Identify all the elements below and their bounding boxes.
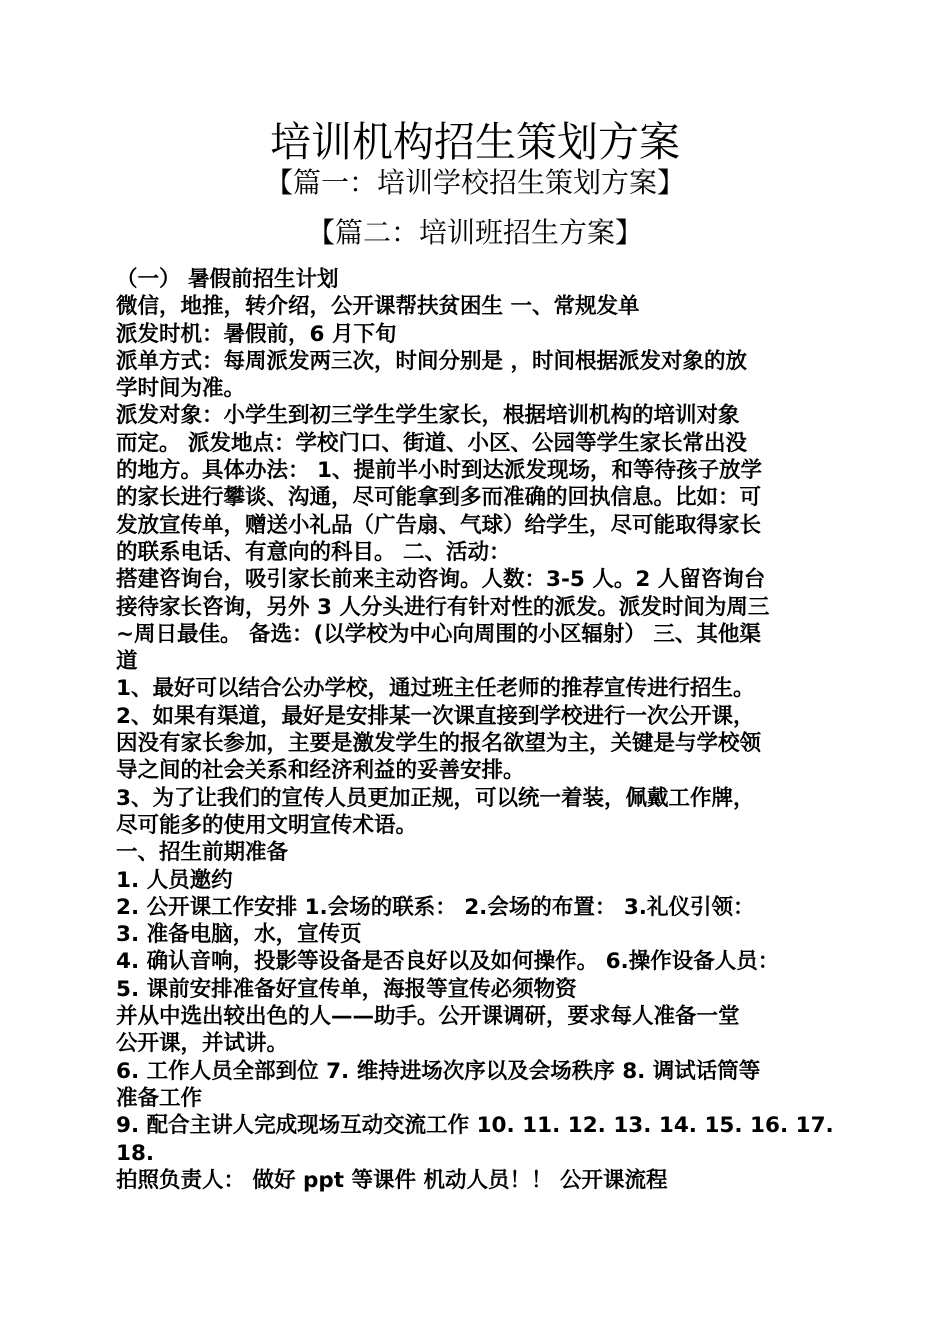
body-line: 4. 确认音响，投影等设备是否良好以及如何操作。 6.操作设备人员： — [116, 949, 780, 975]
body-line: 的家长进行攀谈、沟通，尽可能拿到多而准确的回执信息。比如：可 — [116, 485, 762, 511]
body-line: 接待家长咨询，另外 3 人分头进行有针对性的派发。派发时间为周三 — [116, 594, 770, 620]
body-line: 1、最好可以结合公办学校，通过班主任老师的推荐宣传进行招生。 — [116, 676, 755, 702]
body-line: 2、如果有渠道，最好是安排某一次课直接到学校进行一次公开课， — [116, 703, 755, 729]
body-line: 学时间为准。 — [116, 376, 246, 402]
body-line: 发放宣传单，赠送小礼品（广告扇、气球）给学生，尽可能取得家长 — [116, 512, 762, 538]
section-heading-part-two: 【篇二：培训班招生方案】 — [306, 216, 643, 249]
body-line: 的联系电话、有意向的科目。 二、活动： — [116, 539, 511, 565]
body-line: 因没有家长参加，主要是激发学生的报名欲望为主，关键是与学校领 — [116, 731, 762, 757]
body-line: 道 — [116, 649, 138, 675]
body-line: 派发对象：小学生到初三学生学生家长，根据培训机构的培训对象 — [116, 403, 740, 429]
body-line: 6. 工作人员全部到位 7. 维持进场次序以及会场秩序 8. 调试话筒等 — [116, 1058, 761, 1084]
document-title: 培训机构招生策划方案 — [270, 118, 680, 166]
body-line: 派单方式：每周派发两三次，时间分别是 ，时间根据派发对象的放 — [116, 348, 747, 374]
section-heading-part-one: 【篇一：培训学校招生策划方案】 — [264, 166, 685, 199]
body-line: 9. 配合主讲人完成现场互动交流工作 10. 11. 12. 13. 14. 15. 16. 17. — [116, 1113, 834, 1139]
document-body — [116, 266, 836, 1194]
body-line: 公开课，并试讲。 — [116, 1031, 289, 1057]
body-line: 准备工作 — [116, 1085, 203, 1111]
body-line: 2. 公开课工作安排 1.会场的联系： 2.会场的布置： 3.礼仪引领： — [116, 894, 755, 920]
body-line: （一） 暑假前招生计划 — [116, 267, 339, 292]
body-line: 微信，地推，转介绍，公开课帮扶贫困生 一、常规发单 — [116, 294, 640, 320]
body-line: 而定。 派发地点：学校门口、街道、小区、公园等学生家长常出没 — [116, 430, 747, 456]
body-line: 尽可能多的使用文明宣传术语。 — [116, 812, 418, 838]
body-line: ~周日最佳。 备选：(以学校为中心向周围的小区辐射） 三、其他渠 — [116, 621, 761, 647]
body-line: 5. 课前安排准备好宣传单，海报等宣传必须物资 — [116, 976, 577, 1002]
body-line: 导之间的社会关系和经济利益的妥善安排。 — [116, 758, 525, 784]
body-line: 搭建咨询台，吸引家长前来主动咨询。人数：3-5 人。2 人留咨询台 — [116, 567, 766, 593]
body-line: 3、为了让我们的宣传人员更加正规，可以统一着装，佩戴工作牌， — [116, 785, 755, 811]
body-line: 拍照负责人： 做好 ppt 等课件 机动人员！！ 公开课流程 — [116, 1167, 668, 1193]
body-line: 1. 人员邀约 — [116, 867, 233, 893]
body-line: 的地方。具体办法： 1、提前半小时到达派发现场，和等待孩子放学 — [116, 458, 762, 484]
body-line: 派发时机：暑假前，6 月下旬 — [116, 321, 397, 347]
body-line: 一、招生前期准备 — [116, 840, 289, 866]
body-line: 18. — [116, 1140, 155, 1166]
body-line: 并从中选出较出色的人——助手。公开课调研，要求每人准备一堂 — [116, 1004, 740, 1030]
body-line: 3. 准备电脑，水，宣传页 — [116, 922, 362, 948]
